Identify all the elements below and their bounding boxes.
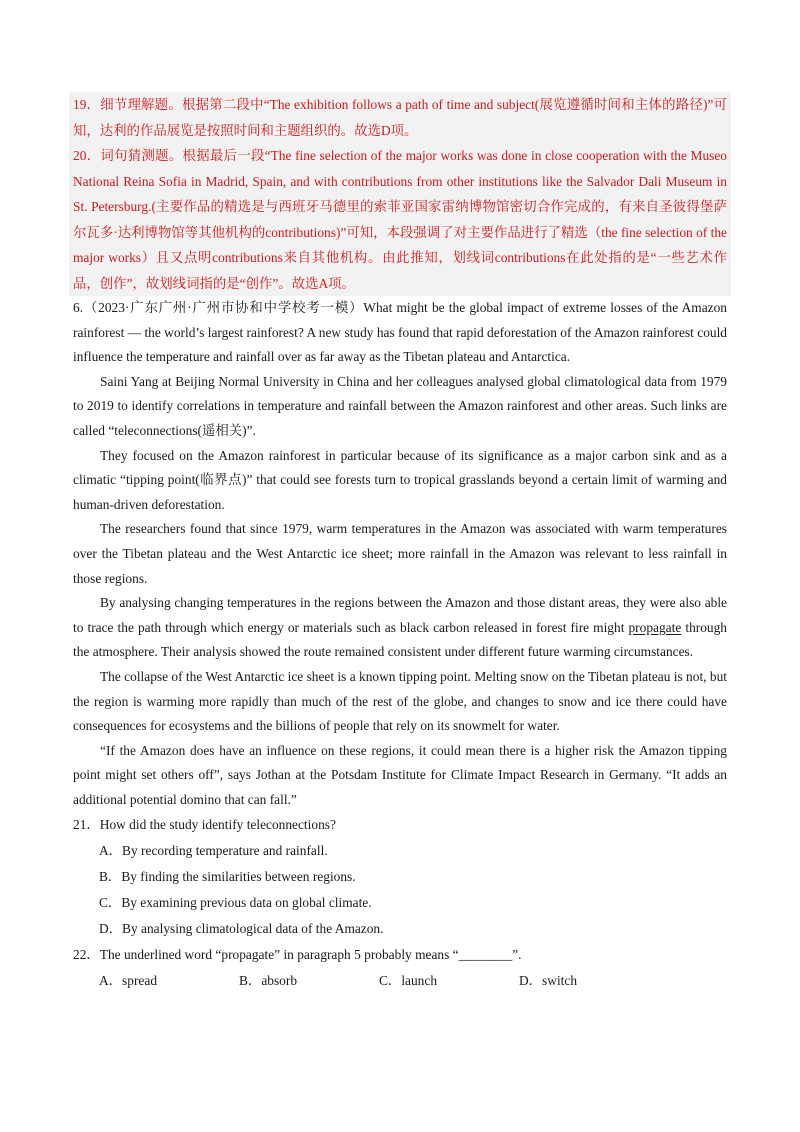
question-21-option-a: A．By recording temperature and rainfall. <box>99 843 328 859</box>
passage-paragraph-2: Saini Yang at Beijing Normal University in China and her colleagues analysed global climatological data from 1979 to 2019 to identify correlations in temperature and rainfall between the Amazon rainforest and other areas. Such links are called “teleconnections(遥相关)”. <box>73 373 727 438</box>
passage-paragraph-4: The researchers found that since 1979, warm temperatures in the Amazon was associated with warm temperatures over the Tibetan plateau and the West Antarctic ice sheet; more rainfall in the Amazon was relevant to less rainfall in those regions. <box>73 521 727 586</box>
question-22-options <box>99 968 727 994</box>
question-21-stem: 21．How did the study identify teleconnections? <box>73 817 336 833</box>
question-22-option-d: D．switch <box>519 973 578 989</box>
paragraph-5-text-before: By analysing changing temperatures in the regions between the Amazon and those distant areas, they were also able to trace the path through which energy or materials such as black carbon released in forest fire might <box>73 595 727 635</box>
paragraph-5-text-after: through the atmosphere. Their analysis showed the route remained consistent under different future warming circumstances. <box>73 619 727 660</box>
question-22-stem: 22．The underlined word “propagate” in paragraph 5 probably means “________”. <box>73 947 522 963</box>
question-21-option-b: B．By finding the similarities between regions. <box>99 869 356 885</box>
document-page <box>73 92 727 994</box>
question-21-option-d: D．By analysing climatological data of the Amazon. <box>99 921 384 937</box>
passage-paragraph-7: “If the Amazon does have an influence on these regions, it could mean there is a higher risk the Amazon tipping point might set others off”, says Jothan at the Potsdam Institute for Climate Impact Research in Germany. “It adds an additional potential domino that can fall.” <box>73 742 727 807</box>
passage-paragraph-5 <box>73 591 727 665</box>
passage-paragraph-1: 6.（2023·广东广州·广州市协和中学校考一模）What might be the global impact of extreme losses of the Amazon rainforest — the world’s largest rainforest? A new study has found that rapid deforestation of the Amazon rainforest could influence the temperature and rainfall over as far away as the Tibetan plateau and Antarctica. <box>73 300 727 365</box>
reading-passage <box>73 296 727 812</box>
question-21 <box>73 812 727 942</box>
question-22-option-b: B．absorb <box>239 973 298 989</box>
question-21-option-c: C．By examining previous data on global climate. <box>99 895 372 911</box>
question-22 <box>73 942 727 994</box>
question-22-option-a: A．spread <box>99 973 158 989</box>
answer-20: 20．词句猜测题。根据最后一段“The fine selection of the major works was done in close cooperation with the Museo National Reina Sofia in Madrid, Spain, and with contributions from other institutions like the Salvador Dali Museum in St. Petersburg.(主要作品的精选是与西班牙马德里的索菲亚国家雷纳博物馆密切合作完成的，有来自圣彼得堡萨尔瓦多·达利博物馆等其他机构的contributions)”可知，本段强调了对主要作品进行了精选（the fine selection of the major works）且又点明contributions来自其他机构。由此推知，划线词contributions在此处指的是“一些艺术作品，创作”，故划线词指的是“创作”。故选A项。 <box>73 148 727 291</box>
passage-paragraph-3: They focused on the Amazon rainforest in particular because of its significance as a major carbon sink and as a climatic “tipping point(临界点)” that could see forests turn to tropical grasslands beyond a certain limit of warming and human-driven deforestation. <box>73 447 727 512</box>
passage-paragraph-6: The collapse of the West Antarctic ice sheet is a known tipping point. Melting snow on the Tibetan plateau is not, but the region is warming more rapidly than much of the rest of the globe, and changes to snow and ice there could have consequences for ecosystems and the billions of people that rely on its snowmelt for water. <box>73 668 727 734</box>
underlined-word-propagate: propagate <box>628 619 682 635</box>
answer-explanations <box>69 92 731 296</box>
question-22-option-c: C．launch <box>379 973 438 989</box>
answer-19: 19．细节理解题。根据第二段中“The exhibition follows a path of time and subject(展览遵循时间和主体的路径)”可知，达利的作品展览是按照时间和主题组织的。故选D项。 <box>73 97 727 138</box>
